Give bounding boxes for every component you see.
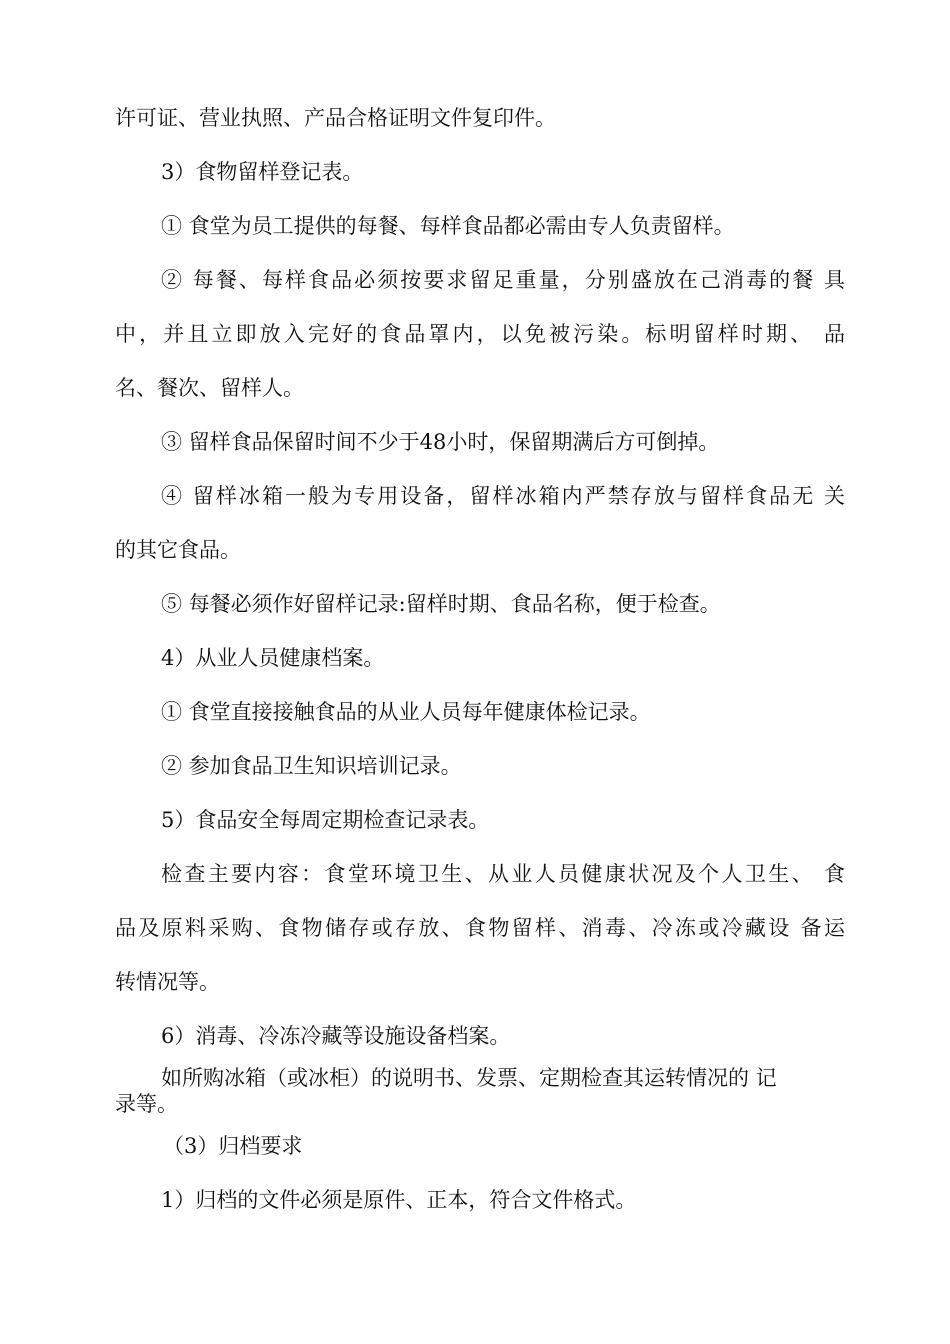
archive-requirement-1: 1）归档的文件必须是原件、正本，符合文件格式。 — [161, 1188, 637, 1212]
equipment-archive-line-2: 录等。 — [115, 1092, 178, 1116]
section-heading-archive-requirements: （3）归档要求 — [163, 1134, 303, 1158]
list-item-sample-4-line-1: ④ 留样冰箱一般为专用设备，留样冰箱内严禁存放与留样食品无 关 — [161, 484, 845, 508]
section-heading-health-records: 4）从业人员健康档案。 — [161, 646, 385, 670]
list-item-sample-2-line-3: 名、餐次、留样人。 — [115, 376, 304, 400]
section-heading-food-sample-log: 3）食物留样登记表。 — [161, 160, 364, 184]
inspection-content-line-1: 检查主要内容：食堂环境卫生、从业人员健康状况及个人卫生、 食 — [161, 862, 845, 886]
list-item-sample-4-line-2: 的其它食品。 — [115, 538, 241, 562]
list-item-sample-3: ③ 留样食品保留时间不少于48小时，保留期满后方可倒掉。 — [161, 430, 720, 454]
inspection-content-line-2: 品及原料采购、食物储存或存放、食物留样、消毒、冷冻或冷藏设 备运 — [115, 916, 845, 940]
inspection-content-line-3: 转情况等。 — [115, 970, 220, 994]
list-item-health-1: ① 食堂直接接触食品的从业人员每年健康体检记录。 — [161, 700, 651, 724]
list-item-sample-2-line-1: ② 每餐、每样食品必须按要求留足重量，分别盛放在己消毒的餐 具 — [161, 268, 845, 292]
list-item-sample-5: ⑤ 每餐必须作好留样记录:留样时期、食品名称，便于检查。 — [161, 592, 721, 616]
section-heading-weekly-inspection: 5）食品安全每周定期检查记录表。 — [161, 808, 490, 832]
list-item-sample-2-line-2: 中，并且立即放入完好的食品罩内，以免被污染。标明留样时期、 品 — [115, 322, 845, 346]
equipment-archive-line-1: 如所购冰箱（或冰柜）的说明书、发票、定期检查其运转情况的 记 — [161, 1066, 777, 1090]
section-heading-equipment-archive: 6）消毒、冷冻冷藏等设施设备档案。 — [161, 1024, 511, 1048]
list-item-health-2: ② 参加食品卫生知识培训记录。 — [161, 754, 462, 778]
list-item-sample-1: ① 食堂为员工提供的每餐、每样食品都必需由专人负责留样。 — [161, 214, 735, 238]
text-line-1: 许可证、营业执照、产品合格证明文件复印件。 — [115, 106, 556, 130]
